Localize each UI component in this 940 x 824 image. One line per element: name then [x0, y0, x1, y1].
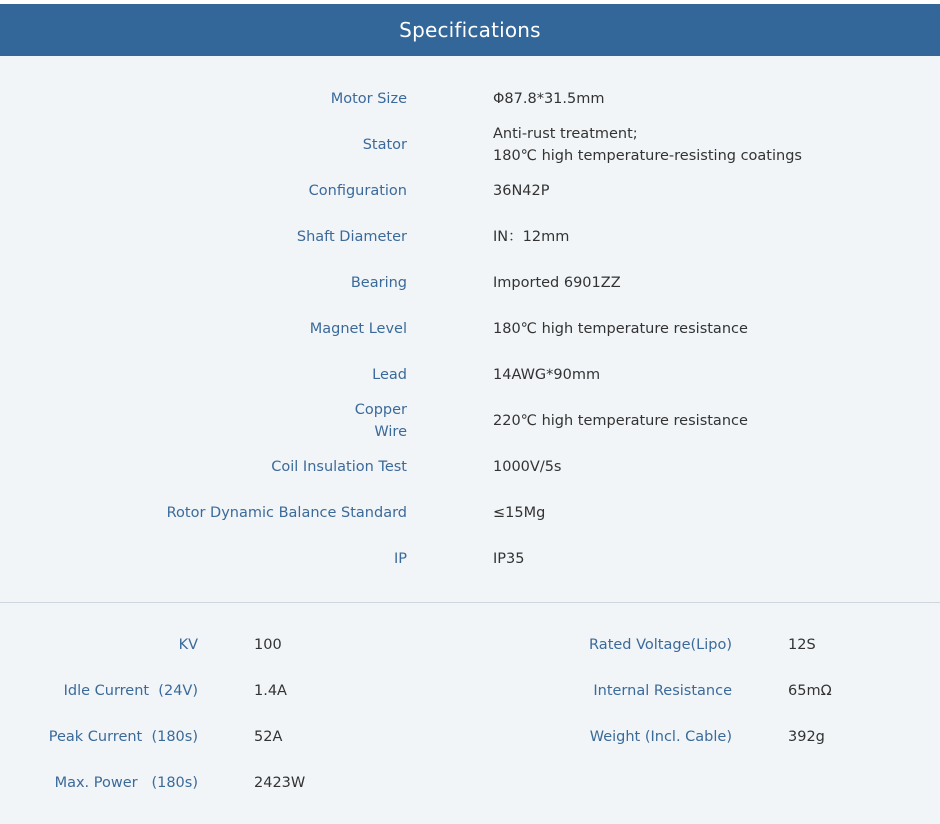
spec-value-text: Imported 6901ZZ: [493, 275, 621, 291]
spec-value: [493, 352, 933, 398]
spec-label-text: Shaft Diameter: [296, 229, 407, 245]
spec-label: [47, 260, 407, 306]
spec-label: [47, 122, 407, 168]
spec-row-ip: [0, 536, 940, 582]
spec-table: [0, 76, 940, 582]
param-label-kv: KV: [178, 637, 198, 653]
param-value-idle-current: 1.4A: [254, 683, 287, 699]
param-label-weight: Weight (Incl. Cable): [589, 729, 732, 745]
param-row: [0, 760, 940, 806]
spec-row-rotor-dynamic-balance: [0, 490, 940, 536]
spec-label-text: IP: [393, 551, 407, 567]
spec-row-stator: [0, 122, 940, 168]
param-row: [0, 714, 940, 760]
param-row: [0, 622, 940, 668]
spec-label-line: Copper: [354, 402, 407, 418]
spec-label: [47, 536, 407, 582]
param-value-rated-voltage: 12S: [788, 637, 816, 653]
spec-label: [47, 490, 407, 536]
spec-label: [47, 398, 407, 444]
param-label-idle-current: Idle Current (24V): [63, 683, 198, 699]
spec-label: [47, 306, 407, 352]
spec-value: [493, 260, 933, 306]
parameter-table: [0, 622, 940, 806]
spec-label-text: Motor Size: [330, 91, 407, 107]
spec-label: [47, 214, 407, 260]
spec-row-configuration: [0, 168, 940, 214]
spec-label-text: Coil Insulation Test: [271, 459, 407, 475]
spec-value: [493, 214, 933, 260]
spec-value: [493, 306, 933, 352]
spec-row-copper-wire: [0, 398, 940, 444]
param-value-internal-resistance: 65mΩ: [788, 683, 832, 699]
spec-value: [493, 168, 933, 214]
spec-value: [493, 122, 933, 168]
spec-value-text: IN：12mm: [493, 229, 570, 245]
spec-label: [47, 444, 407, 490]
spec-row-lead: [0, 352, 940, 398]
spec-value-line: 180℃ high temperature-resisting coatings: [493, 148, 802, 164]
spec-row-coil-insulation-test: [0, 444, 940, 490]
param-label-peak-current: Peak Current (180s): [48, 729, 198, 745]
spec-label: [47, 76, 407, 122]
spec-label-text: Bearing: [350, 275, 407, 291]
spec-value-text: 220℃ high temperature resistance: [493, 413, 748, 429]
param-label-rated-voltage: Rated Voltage(Lipo): [589, 637, 732, 653]
spec-value-line: Anti-rust treatment;: [493, 126, 638, 142]
spec-label: [47, 168, 407, 214]
spec-label-text: Lead: [372, 367, 407, 383]
spec-value: [493, 76, 933, 122]
param-value-weight: 392g: [788, 729, 825, 745]
page-title: Specifications: [399, 18, 541, 42]
param-label-internal-resistance: Internal Resistance: [593, 683, 732, 699]
spec-value-text: 14AWG*90mm: [493, 367, 601, 383]
spec-row-motor-size: [0, 76, 940, 122]
spec-label-text: Stator: [362, 137, 407, 153]
param-value-max-power: 2423W: [254, 775, 306, 791]
spec-label-text: Configuration: [308, 183, 407, 199]
spec-label-line: Wire: [374, 424, 407, 440]
param-value-peak-current: 52A: [254, 729, 283, 745]
spec-value-text: 180℃ high temperature resistance: [493, 321, 748, 337]
spec-value: [493, 398, 933, 444]
spec-label-text: Rotor Dynamic Balance Standard: [166, 505, 407, 521]
spec-row-shaft-diameter: [0, 214, 940, 260]
spec-value-text: 1000V/5s: [493, 459, 562, 475]
spec-value-text: Φ87.8*31.5mm: [493, 91, 605, 107]
spec-row-bearing: [0, 260, 940, 306]
spec-value: [493, 490, 933, 536]
spec-row-magnet-level: [0, 306, 940, 352]
param-value-kv: 100: [254, 637, 282, 653]
param-label-max-power: Max. Power (180s): [54, 775, 198, 791]
spec-label: [47, 352, 407, 398]
spec-value-text: IP35: [493, 551, 525, 567]
param-row: [0, 668, 940, 714]
spec-value-text: 36N42P: [493, 183, 550, 199]
spec-value: [493, 536, 933, 582]
spec-value: [493, 444, 933, 490]
spec-label-text: Magnet Level: [309, 321, 407, 337]
section-divider: [0, 602, 940, 603]
specifications-header: [0, 4, 940, 56]
spec-value-text: ≤15Mg: [493, 505, 546, 521]
